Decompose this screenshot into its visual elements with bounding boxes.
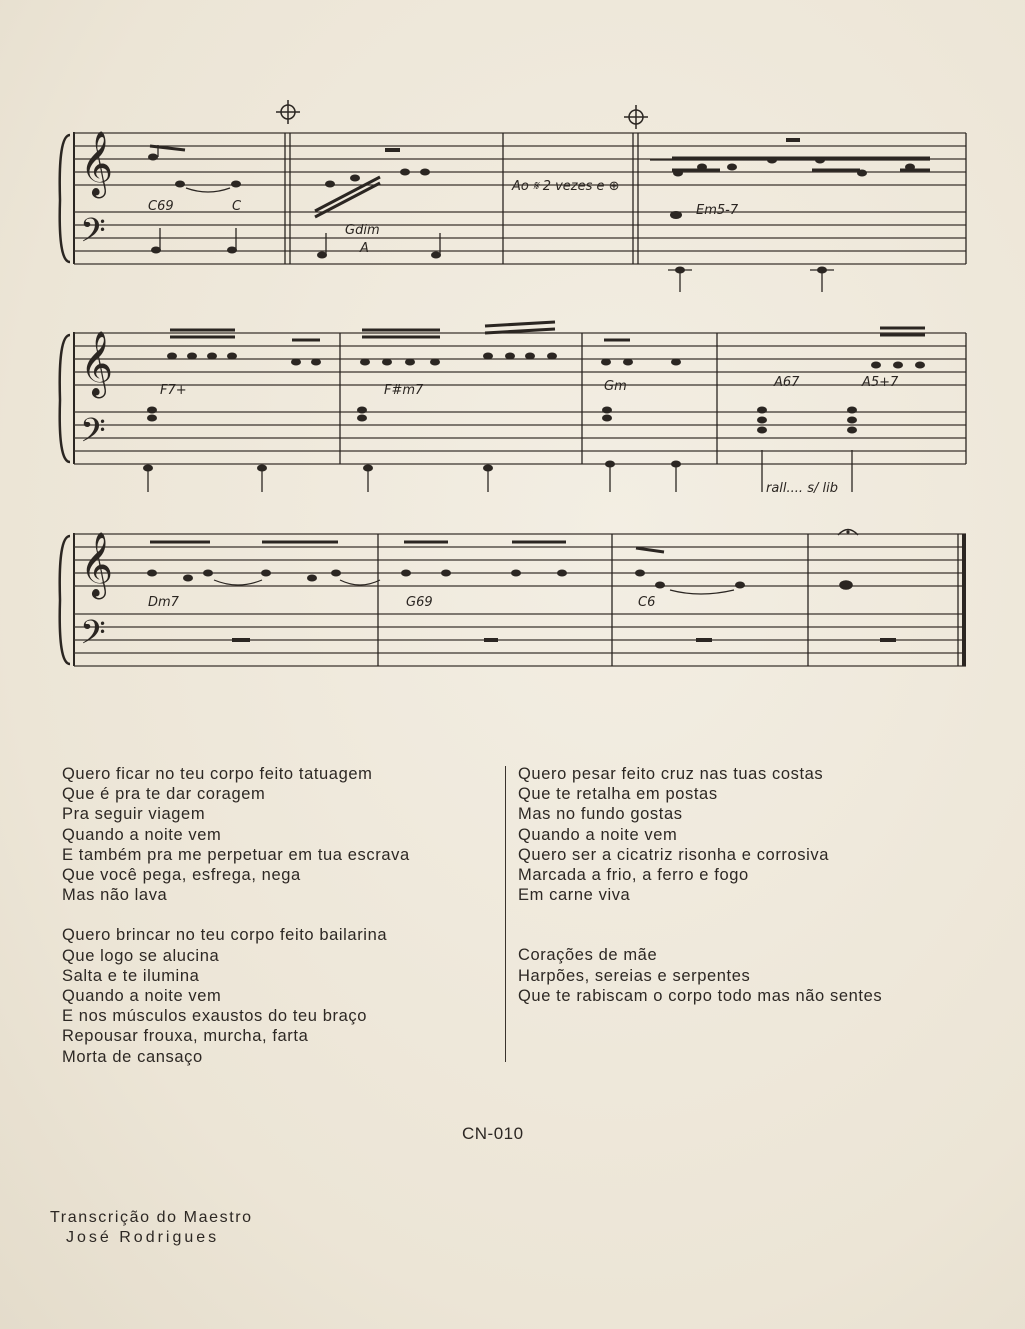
lyrics-stanza xyxy=(62,764,502,905)
chord-symbol: F7+ xyxy=(160,383,187,398)
lyrics-stanza xyxy=(518,945,988,1006)
tempo-marking: rall.... s/ lib xyxy=(766,481,838,496)
chord-symbol: C69 xyxy=(148,199,174,214)
bass-clef-icon: 𝄢 xyxy=(80,412,106,458)
lyric-line: Corações de mãe xyxy=(518,946,658,965)
credit-line: Transcrição do Maestro xyxy=(50,1209,253,1226)
lyrics-stanza xyxy=(518,764,988,905)
system-3 xyxy=(60,530,966,667)
lyrics-right-column xyxy=(518,764,988,1006)
transcription-credit xyxy=(50,1208,253,1248)
lyric-line: Quero ser a cicatriz risonha e corrosiva xyxy=(518,845,830,864)
lyric-line: Que é pra te dar coragem xyxy=(62,785,266,804)
system-2 xyxy=(60,322,966,496)
lyric-line: Repousar frouxa, murcha, farta xyxy=(62,1027,309,1046)
lyric-line: Que você pega, esfrega, nega xyxy=(62,866,301,885)
chord-symbol: F#m7 xyxy=(384,383,424,398)
lyric-line: E nos músculos exaustos do teu braço xyxy=(62,1007,368,1026)
treble-clef-icon: 𝄞 xyxy=(80,131,114,196)
lyric-line: Mas no fundo gostas xyxy=(518,805,683,824)
lyric-line: Quero brincar no teu corpo feito bailarina xyxy=(62,926,388,945)
chord-symbol: Gm xyxy=(604,379,627,394)
lyric-line: Morta de cansaço xyxy=(62,1047,203,1066)
repeat-instruction: Ao 𝄋 2 vezes e ⊕ xyxy=(512,179,620,194)
chord-symbol: Em5-7 xyxy=(696,203,739,218)
lyric-line: Pra seguir viagem xyxy=(62,805,206,824)
lyric-line: Quando a noite vem xyxy=(62,987,222,1006)
system-1 xyxy=(60,100,966,292)
lyric-line: Quero ficar no teu corpo feito tatuagem xyxy=(62,765,373,783)
chord-symbol: C6 xyxy=(638,595,656,610)
chord-symbol: Dm7 xyxy=(148,595,179,610)
lyric-line: Em carne viva xyxy=(518,886,631,905)
chord-symbol: G69 xyxy=(406,595,433,610)
lyrics-stanza xyxy=(62,925,502,1066)
treble-staff-2 xyxy=(74,333,966,385)
chord-symbol: Gdim xyxy=(345,223,380,238)
column-divider xyxy=(505,766,506,1062)
bass-staff-1 xyxy=(74,212,966,264)
lyric-line: Que te retalha em postas xyxy=(518,785,718,804)
chord-symbol: A67 xyxy=(774,375,800,390)
lyric-line: Quando a noite vem xyxy=(518,825,678,844)
bass-staff-2 xyxy=(74,412,966,464)
coda-icon xyxy=(624,105,648,129)
treble-clef-icon: 𝄞 xyxy=(80,331,114,396)
bass-staff-3 xyxy=(74,614,966,666)
lyric-line: Que logo se alucina xyxy=(62,946,220,965)
lyric-line: Quero pesar feito cruz nas tuas costas xyxy=(518,765,824,783)
bass-clef-icon: 𝄢 xyxy=(80,614,106,660)
lyric-line: E também pra me perpetuar em tua escrava xyxy=(62,845,410,864)
lyric-line: Harpões, sereias e serpentes xyxy=(518,966,751,985)
chord-symbol: A5+7 xyxy=(862,375,899,390)
credit-name: José Rodrigues xyxy=(66,1229,220,1246)
bass-clef-icon: 𝄢 xyxy=(80,212,106,258)
lyric-line: Marcada a frio, a ferro e fogo xyxy=(518,866,749,885)
catalog-number: CN-010 xyxy=(462,1124,524,1143)
lyric-line: Mas não lava xyxy=(62,886,168,905)
chord-symbol: A xyxy=(360,241,369,256)
lyric-line: Quando a noite vem xyxy=(62,825,222,844)
treble-clef-icon: 𝄞 xyxy=(80,532,114,597)
lyric-line: Que te rabiscam o corpo todo mas não sentes xyxy=(518,986,883,1005)
lyrics-left-column xyxy=(62,764,502,1067)
chord-symbol: C xyxy=(232,199,242,214)
lyric-line: Salta e te ilumina xyxy=(62,966,200,985)
coda-icon xyxy=(276,100,300,124)
